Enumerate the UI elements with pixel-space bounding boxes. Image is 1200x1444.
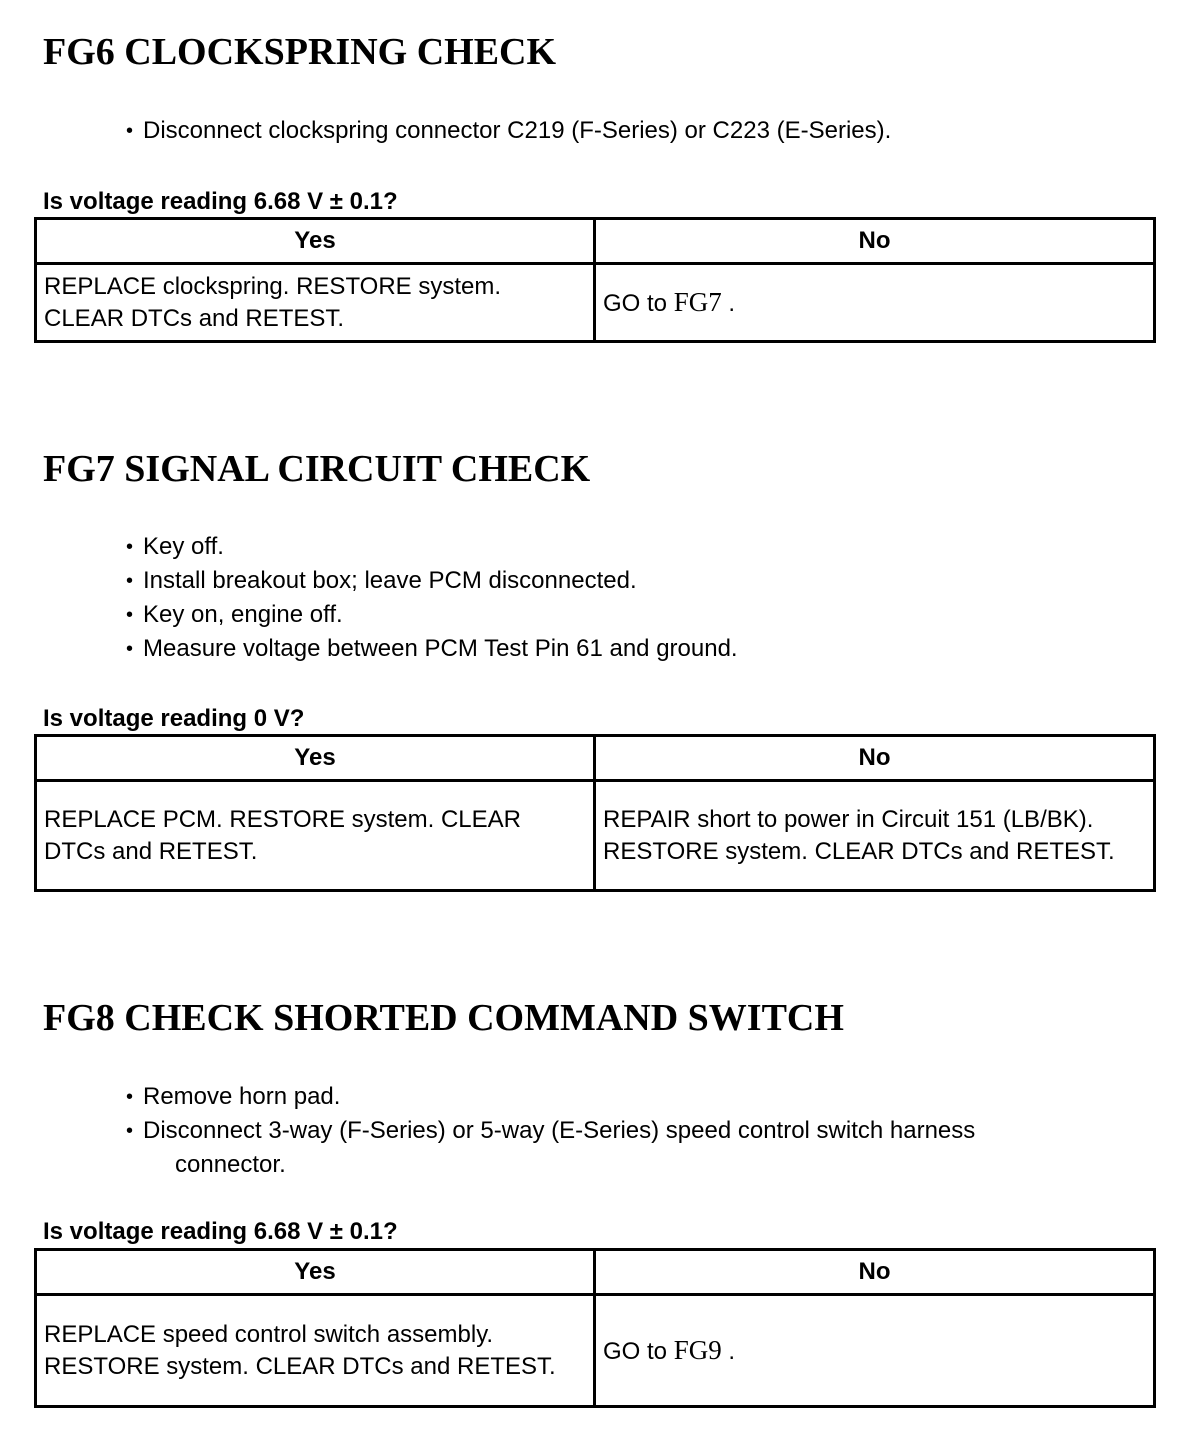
table-header-row	[36, 219, 1155, 264]
section-title: FG8 CHECK SHORTED COMMAND SWITCH	[43, 997, 844, 1039]
yes-cell: REPLACE clockspring. RESTORE system. CLEAR DTCs and RETEST.	[36, 264, 595, 342]
no-cell: GO to FG7 .	[595, 264, 1155, 342]
list-item: • Install breakout box; leave PCM disconnected.	[125, 564, 738, 598]
table-header-row	[36, 736, 1155, 781]
list-item: • Disconnect 3-way (F-Series) or 5-way (E-Series) speed control switch harness connector.	[125, 1114, 975, 1182]
list-item: • Remove horn pad.	[125, 1080, 975, 1114]
bullet-icon: •	[126, 536, 134, 558]
no-cell: REPAIR short to power in Circuit 151 (LB/BK). RESTORE system. CLEAR DTCs and RETEST.	[595, 781, 1155, 891]
list-item: • Measure voltage between PCM Test Pin 61 and ground.	[125, 632, 738, 666]
bullet-list	[125, 1080, 975, 1182]
table-row	[36, 264, 1155, 342]
bullet-icon: •	[126, 604, 134, 626]
bullet-icon: •	[126, 1086, 134, 1108]
result-table	[34, 734, 1156, 892]
yes-header: Yes	[36, 1250, 595, 1295]
yes-header: Yes	[36, 219, 595, 264]
result-table	[34, 217, 1156, 343]
table-row	[36, 1295, 1155, 1407]
section-title: FG6 CLOCKSPRING CHECK	[43, 31, 557, 73]
table-header-row	[36, 1250, 1155, 1295]
goto-fg7-link[interactable]: FG7	[673, 286, 722, 317]
question-text: Is voltage reading 6.68 V ± 0.1?	[43, 1218, 398, 1245]
bullet-list	[125, 114, 891, 148]
bullet-icon: •	[126, 120, 134, 142]
yes-header: Yes	[36, 736, 595, 781]
section-title: FG7 SIGNAL CIRCUIT CHECK	[43, 448, 591, 490]
no-header: No	[595, 736, 1155, 781]
bullet-icon: •	[126, 1120, 134, 1142]
list-item: • Key off.	[125, 530, 738, 564]
bullet-icon: •	[126, 570, 134, 592]
question-text: Is voltage reading 6.68 V ± 0.1?	[43, 188, 398, 215]
yes-cell: REPLACE speed control switch assembly. RESTORE system. CLEAR DTCs and RETEST.	[36, 1295, 595, 1407]
result-table	[34, 1248, 1156, 1408]
bullet-icon: •	[126, 638, 134, 660]
no-cell: GO to FG9 .	[595, 1295, 1155, 1407]
bullet-list	[125, 530, 738, 666]
question-text: Is voltage reading 0 V?	[43, 705, 305, 732]
no-header: No	[595, 219, 1155, 264]
list-item: • Key on, engine off.	[125, 598, 738, 632]
table-row	[36, 781, 1155, 891]
no-header: No	[595, 1250, 1155, 1295]
goto-fg9-link[interactable]: FG9	[673, 1334, 722, 1365]
yes-cell: REPLACE PCM. RESTORE system. CLEAR DTCs and RETEST.	[36, 781, 595, 891]
list-item: • Disconnect clockspring connector C219 (F-Series) or C223 (E-Series).	[125, 114, 891, 148]
